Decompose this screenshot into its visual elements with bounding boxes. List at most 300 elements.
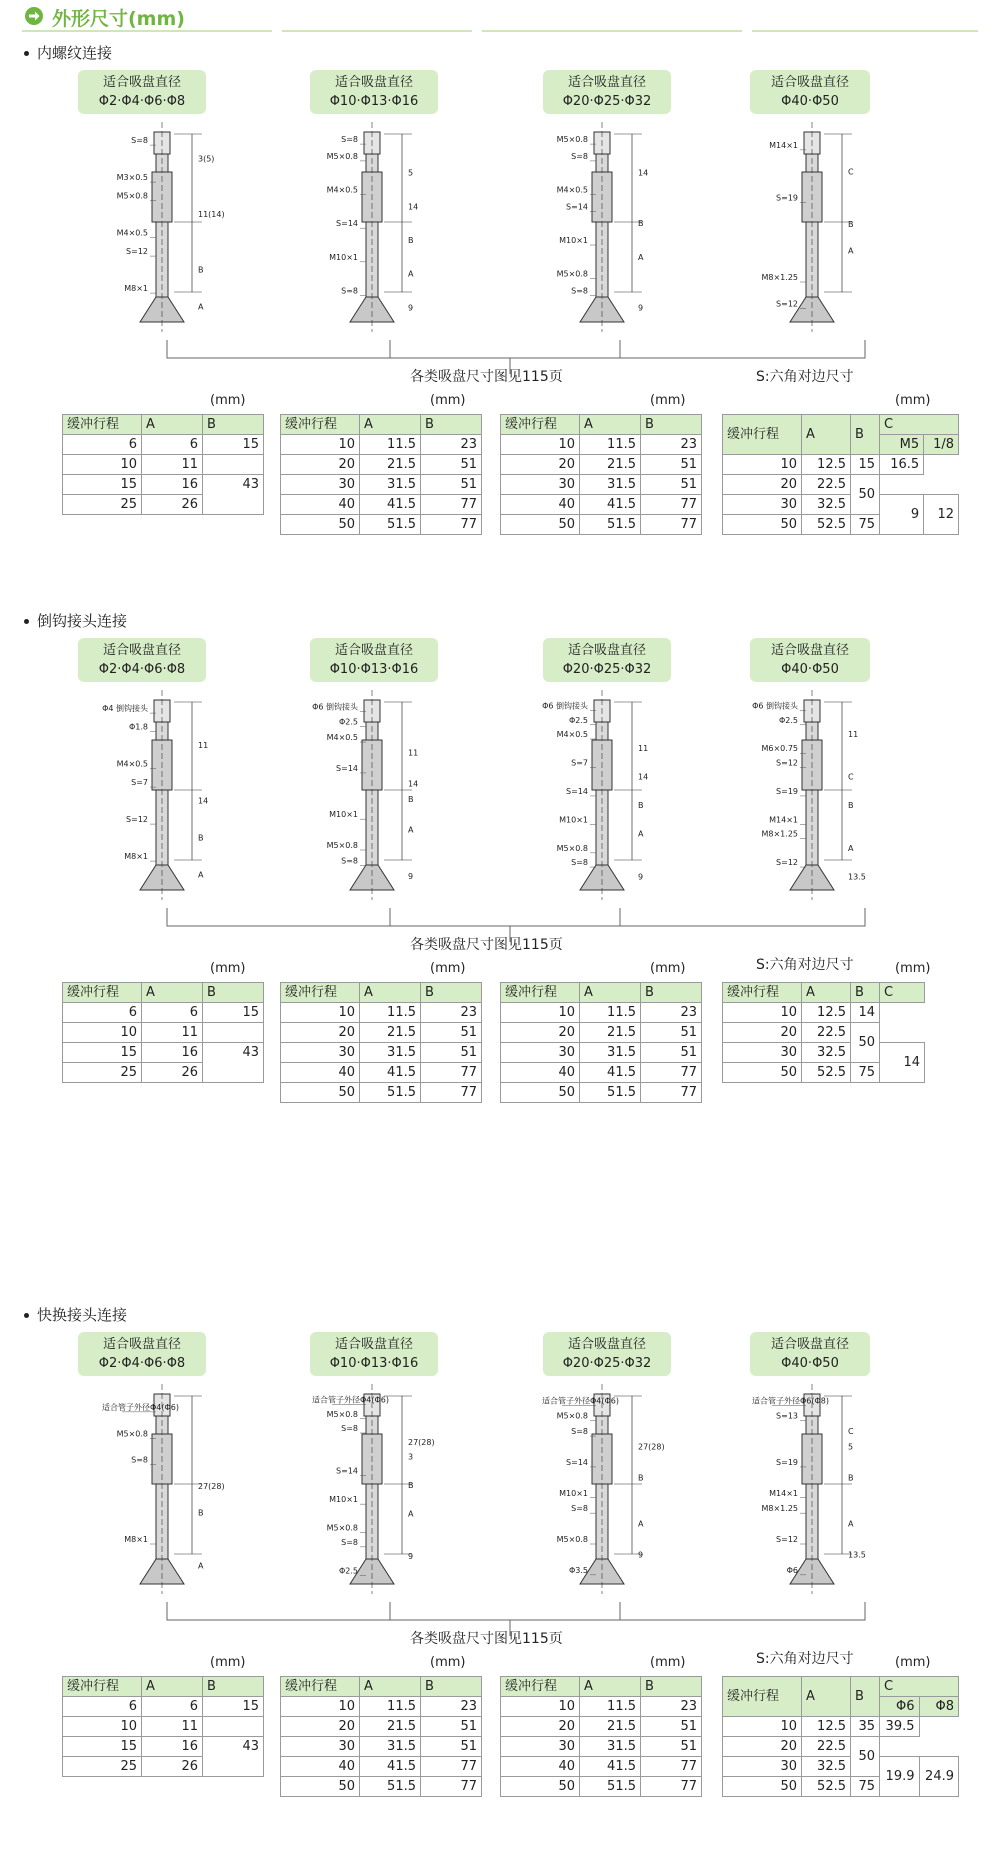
dimension-label: Φ2.5: [778, 715, 798, 725]
table-header: B: [641, 1677, 702, 1697]
table-cell: 20: [501, 1023, 580, 1043]
table-header: A: [580, 415, 641, 435]
table-cell: 32.5: [802, 1757, 851, 1777]
dimension-label: M10×1: [329, 810, 358, 820]
table-header: 缓冲行程: [723, 1677, 802, 1717]
table-cell: 20: [281, 1717, 360, 1737]
dimension-label: S=19: [776, 193, 798, 203]
dimension-label: Φ6 倒钩接头: [542, 701, 588, 711]
table-header: B: [641, 983, 702, 1003]
table-cell: 75: [851, 515, 880, 535]
dimension-label: B: [848, 220, 854, 230]
table-cell: 51: [421, 1043, 482, 1063]
pill-label: 适合吸盘直径: [770, 75, 849, 90]
table-cell: 25: [63, 495, 142, 515]
header-divider: [752, 30, 978, 32]
suction-size-pill: [310, 1332, 438, 1376]
table-cell: 50: [851, 1023, 880, 1063]
table-cell: 50: [851, 475, 880, 515]
table-cell: 51: [421, 475, 482, 495]
table-cell: 10: [63, 1717, 142, 1737]
table-cell: 30: [281, 1737, 360, 1757]
table-cell: 31.5: [360, 1043, 421, 1063]
table-cell: [203, 1717, 264, 1737]
table-cell: 26: [142, 1757, 203, 1777]
dimension-label: 14: [638, 772, 649, 782]
dimension-label: 9: [638, 303, 644, 313]
table-row: [501, 1697, 702, 1717]
dimension-label: B: [638, 1473, 644, 1483]
pill-label: 适合吸盘直径: [102, 75, 181, 90]
table-cell: 22.5: [802, 1737, 851, 1757]
header-divider: [282, 30, 472, 32]
table-cell: 30: [281, 1043, 360, 1063]
table-cell: 50: [723, 1777, 802, 1797]
dimension-label: M5×0.8: [556, 843, 588, 853]
table-cell: 21.5: [580, 455, 641, 475]
table-header: 缓冲行程: [501, 415, 580, 435]
dimension-label: M8×1.25: [761, 1504, 798, 1514]
hex-note: S:六角对边尺寸: [756, 957, 854, 973]
table-cell: 77: [421, 1083, 482, 1103]
table-row: [281, 1063, 482, 1083]
table-cell: 77: [641, 1757, 702, 1777]
dimension-label: M5×0.8: [116, 191, 148, 201]
table-header: 缓冲行程: [723, 983, 802, 1003]
table-header: A: [142, 415, 203, 435]
dimension-label: B: [408, 236, 414, 245]
table-cell: 12.5: [802, 1717, 851, 1737]
pill-sizes: Φ2·Φ4·Φ6·Φ8: [98, 94, 186, 109]
dimension-label: M8×1: [124, 284, 148, 294]
pill-sizes: Φ40·Φ50: [781, 662, 839, 677]
dimension-table-2: [280, 982, 482, 1103]
pill-sizes: Φ20·Φ25·Φ32: [562, 94, 652, 109]
table-row: [63, 1697, 264, 1717]
dimension-label: A: [198, 870, 204, 880]
dimension-label: M8×1: [124, 1535, 148, 1544]
table-cell: 43: [203, 475, 264, 515]
dimension-label: Φ6: [786, 1565, 798, 1575]
table-cell: 10: [281, 1003, 360, 1023]
table-cell: 50: [281, 1083, 360, 1103]
table-cell: 31.5: [580, 1737, 641, 1757]
dimension-label: 27(28): [638, 1442, 665, 1452]
dimension-label: 13.5: [848, 872, 866, 882]
table-row: [501, 435, 702, 455]
table-cell: 50: [723, 515, 802, 535]
table-row: [501, 1043, 702, 1063]
dimension-label: Φ6 倒钩接头: [752, 701, 798, 711]
table-cell: 51: [641, 1737, 702, 1757]
table-cell: 12.5: [802, 455, 851, 475]
table-cell: 30: [501, 1043, 580, 1063]
table-cell: 50: [281, 515, 360, 535]
table-header: B: [203, 983, 264, 1003]
table-cell: 30: [723, 1043, 802, 1063]
pill-label: 适合吸盘直径: [770, 643, 849, 658]
dimension-label: A: [638, 252, 644, 262]
table-header: A: [142, 1677, 203, 1697]
page-reference-caption: 各类吸盘尺寸图见115页: [410, 937, 563, 953]
table-cell: 6: [63, 435, 142, 455]
table-cell: 22.5: [802, 475, 851, 495]
table-cell: 16: [142, 1043, 203, 1063]
dimension-label: Φ6 倒钩接头: [312, 702, 358, 712]
fitting-drawing: [750, 1374, 950, 1604]
suction-size-pill: [310, 70, 438, 114]
dimension-label: A: [848, 843, 854, 853]
table-cell: 20: [281, 455, 360, 475]
arrow-circle-icon: [24, 6, 44, 26]
table-header: 缓冲行程: [63, 415, 142, 435]
table-cell: 50: [281, 1777, 360, 1797]
unit-label: (mm): [650, 393, 686, 408]
table-header: A: [360, 1677, 421, 1697]
dimension-label: S=19: [776, 786, 798, 796]
dimension-label: 3(5): [198, 154, 215, 164]
table-cell: 52.5: [802, 1063, 851, 1083]
table-cell: [203, 455, 264, 475]
table-cell: 10: [723, 1717, 802, 1737]
pill-label: 适合吸盘直径: [334, 1337, 413, 1352]
table-cell: 50: [851, 1737, 880, 1777]
suction-size-pill: [750, 638, 870, 682]
table-cell: 6: [142, 1003, 203, 1023]
dimension-table-1: [62, 1676, 264, 1777]
unit-label: (mm): [895, 961, 931, 976]
table-cell: 24.9: [919, 1757, 959, 1797]
dimension-label: S=7: [131, 778, 148, 788]
table-row: [501, 1717, 702, 1737]
table-cell: 20: [723, 1737, 802, 1757]
table-row: [723, 1003, 925, 1023]
dimension-label: M10×1: [559, 236, 588, 245]
table-cell: 77: [421, 515, 482, 535]
dimension-label: 9: [408, 303, 414, 313]
pill-label: 适合吸盘直径: [334, 75, 413, 90]
table-cell: 21.5: [360, 455, 421, 475]
table-cell: 11.5: [580, 1003, 641, 1023]
unit-label: (mm): [210, 393, 246, 408]
dimension-label: B: [408, 794, 414, 804]
dimension-label: Φ4 倒钩接头: [102, 704, 148, 714]
table-cell: 51.5: [580, 1083, 641, 1103]
table-cell: 23: [421, 1003, 482, 1023]
table-cell: 14: [851, 1003, 880, 1023]
table-row: [281, 1717, 482, 1737]
table-cell: 23: [641, 1697, 702, 1717]
table-cell: 10: [501, 1003, 580, 1023]
dimension-label: M3×0.5: [116, 173, 148, 183]
table-row: [501, 1003, 702, 1023]
table-row: [281, 1043, 482, 1063]
dimension-label: S=8: [341, 135, 358, 145]
table-cell: 51: [641, 455, 702, 475]
table-cell: 52.5: [802, 1777, 851, 1797]
table-cell: 32.5: [802, 495, 851, 515]
suction-size-pill: [78, 70, 206, 114]
table-row: [63, 475, 264, 495]
dimension-label: 9: [408, 1552, 414, 1562]
table-header: B: [421, 415, 482, 435]
table-header: B: [641, 415, 702, 435]
table-cell: 77: [421, 1777, 482, 1797]
table-cell: 10: [501, 435, 580, 455]
table-row: [501, 455, 702, 475]
table-cell: 11: [142, 1717, 203, 1737]
dimension-table-3: [500, 414, 702, 535]
table-header: 缓冲行程: [723, 415, 802, 455]
table-cell: 15: [203, 1697, 264, 1717]
table-cell: 12: [924, 495, 959, 535]
dimension-label: A: [198, 302, 204, 312]
dimension-table-3: [500, 982, 702, 1103]
table-cell: 51: [421, 1737, 482, 1757]
table-row: [63, 1717, 264, 1737]
table-cell: 77: [421, 495, 482, 515]
dimension-label: A: [848, 246, 854, 256]
table-cell: 10: [281, 435, 360, 455]
pill-sizes: Φ2·Φ4·Φ6·Φ8: [98, 662, 186, 677]
table-row: [63, 1023, 264, 1043]
dimension-label: M8×1.25: [761, 829, 798, 839]
table-header: 缓冲行程: [281, 1677, 360, 1697]
table-header: B: [851, 415, 880, 455]
pill-sizes: Φ10·Φ13·Φ16: [329, 1356, 419, 1371]
header-divider: [22, 30, 272, 32]
suction-size-pill: [750, 70, 870, 114]
table-cell: 11.5: [580, 1697, 641, 1717]
fitting-drawing: [750, 680, 950, 910]
dimension-label: M14×1: [769, 815, 798, 825]
dimension-label: S=12: [126, 247, 148, 257]
dimension-label: S=8: [571, 858, 588, 868]
dimension-label: M4×0.5: [326, 185, 358, 195]
dimension-label: M5×0.8: [116, 1429, 148, 1439]
suction-size-pill: [78, 1332, 206, 1376]
dimension-label: 14: [408, 779, 419, 789]
dimension-label: 13.5: [848, 1550, 866, 1560]
dimension-label: S=19: [776, 1457, 798, 1467]
table-row: [501, 1063, 702, 1083]
table-cell: 43: [203, 1043, 264, 1083]
dimension-label: A: [638, 829, 644, 839]
table-header: 缓冲行程: [281, 415, 360, 435]
table-row: [281, 1777, 482, 1797]
dimension-label: M4×0.5: [116, 228, 148, 238]
table-cell: 11: [142, 455, 203, 475]
table-header: A: [802, 415, 851, 455]
dimension-label: S=14: [336, 219, 358, 229]
table-header: B: [203, 415, 264, 435]
table-cell: 40: [281, 1757, 360, 1777]
table-cell: 41.5: [360, 1063, 421, 1083]
table-cell: 43: [203, 1737, 264, 1777]
dimension-table-1: [62, 982, 264, 1083]
table-row: [281, 1697, 482, 1717]
dimension-label: M5×0.8: [326, 1409, 358, 1419]
table-cell: 41.5: [580, 1757, 641, 1777]
table-header: 缓冲行程: [63, 1677, 142, 1697]
dimension-label: B: [638, 219, 644, 229]
dimension-label: M14×1: [769, 140, 798, 150]
table-cell: 22.5: [802, 1023, 851, 1043]
dimension-label: M4×0.5: [326, 733, 358, 743]
dimension-label: 9: [638, 1550, 644, 1560]
dimension-label: S=8: [131, 136, 148, 146]
pill-sizes: Φ10·Φ13·Φ16: [329, 662, 419, 677]
table-cell: 21.5: [580, 1717, 641, 1737]
table-cell: 77: [421, 1063, 482, 1083]
table-cell: [203, 1023, 264, 1043]
table-cell: 23: [641, 435, 702, 455]
table-row: [501, 1737, 702, 1757]
section-title: [24, 1304, 127, 1325]
table-cell: 51: [421, 455, 482, 475]
dimension-label: 11: [408, 748, 419, 758]
unit-label: (mm): [895, 393, 931, 408]
table-row: [281, 435, 482, 455]
table-cell: 51: [421, 1717, 482, 1737]
table-cell: 20: [501, 1717, 580, 1737]
table-row: [723, 1757, 959, 1777]
table-header: C: [880, 415, 959, 435]
dimension-label: M4×0.5: [116, 759, 148, 769]
table-cell: 30: [723, 1757, 802, 1777]
dimension-label: S=14: [566, 786, 588, 796]
table-row: [723, 1023, 925, 1043]
table-cell: 40: [281, 1063, 360, 1083]
table-cell: 15: [63, 475, 142, 495]
dimension-label: S=8: [571, 1504, 588, 1514]
table-cell: 52.5: [802, 515, 851, 535]
dimension-label: S=12: [776, 299, 798, 309]
table-row: [281, 475, 482, 495]
table-cell: 10: [501, 1697, 580, 1717]
table-cell: 35: [851, 1717, 880, 1737]
fitting-drawing: [100, 112, 300, 342]
table-cell: 20: [723, 1023, 802, 1043]
dimension-label: 27(28): [198, 1482, 225, 1492]
dimension-label: 11: [198, 741, 209, 751]
table-cell: 11.5: [360, 1697, 421, 1717]
table-cell: 11.5: [360, 1003, 421, 1023]
table-cell: 16: [142, 475, 203, 495]
dimension-label: M10×1: [559, 815, 588, 825]
table-cell: 10: [723, 455, 802, 475]
table-cell: 19.9: [880, 1757, 920, 1797]
dimension-label: 14: [638, 168, 649, 178]
dimension-label: 11(14): [198, 210, 225, 220]
dimension-table-2: [280, 414, 482, 535]
table-header: 缓冲行程: [501, 983, 580, 1003]
dimension-label: S=14: [336, 1466, 358, 1476]
table-cell: 77: [641, 495, 702, 515]
table-cell: 51.5: [580, 1777, 641, 1797]
dimension-table-c: [722, 1676, 959, 1797]
dimension-label: B: [198, 265, 204, 275]
table-cell: 26: [142, 1063, 203, 1083]
table-cell: 50: [501, 515, 580, 535]
table-row: [281, 1737, 482, 1757]
table-cell: 10: [63, 1023, 142, 1043]
dimension-label: M5×0.8: [556, 1535, 588, 1544]
dimension-label: S=14: [336, 763, 358, 773]
table-cell: 15: [851, 455, 880, 475]
section-title-text: 快换接头连接: [37, 1306, 128, 1324]
unit-label: (mm): [650, 1655, 686, 1670]
table-cell: 32.5: [802, 1043, 851, 1063]
pill-label: 适合吸盘直径: [567, 643, 646, 658]
dimension-label: B: [848, 801, 854, 811]
section-title-text: 倒钩接头连接: [37, 612, 128, 630]
table-header: 缓冲行程: [281, 983, 360, 1003]
pill-label: 适合吸盘直径: [102, 643, 181, 658]
suction-size-pill: [543, 638, 671, 682]
unit-label: (mm): [210, 961, 246, 976]
dimension-label: S=8: [341, 1424, 358, 1433]
table-row: [501, 515, 702, 535]
dimension-label: B: [198, 833, 204, 843]
dimension-label: M5×0.8: [556, 135, 588, 145]
dimension-label: B: [638, 801, 644, 811]
dimension-label: 11: [638, 744, 649, 754]
table-cell: 41.5: [580, 1063, 641, 1083]
bullet-icon: [24, 51, 29, 56]
table-cell: 51.5: [360, 1083, 421, 1103]
dimension-label: B: [848, 1473, 854, 1483]
table-cell: 77: [641, 1777, 702, 1797]
table-row: [63, 435, 264, 455]
dimension-label: Φ3.5: [568, 1565, 588, 1575]
dimension-label: B: [408, 1480, 414, 1490]
table-cell: 23: [421, 1697, 482, 1717]
dimension-label: S=7: [571, 758, 588, 768]
table-cell: 75: [851, 1063, 880, 1083]
table-header: B: [203, 1677, 264, 1697]
table-cell: 31.5: [360, 475, 421, 495]
pill-sizes: Φ20·Φ25·Φ32: [562, 1356, 652, 1371]
dimension-label: C: [848, 1427, 854, 1437]
table-cell: 16.5: [880, 455, 924, 475]
pill-sizes: Φ20·Φ25·Φ32: [562, 662, 652, 677]
unit-label: (mm): [210, 1655, 246, 1670]
dimension-label: Φ2.5: [568, 715, 588, 725]
dimension-label: S=8: [341, 856, 358, 866]
section-title: [24, 610, 127, 631]
table-cell: 77: [641, 1063, 702, 1083]
dimension-label: M8×1.25: [761, 273, 798, 282]
table-cell: 77: [421, 1757, 482, 1777]
table-cell: 6: [63, 1697, 142, 1717]
fitting-drawing: [310, 680, 510, 910]
fitting-drawing: [310, 112, 510, 342]
table-row: [281, 1023, 482, 1043]
table-cell: 10: [63, 455, 142, 475]
hex-note: S:六角对边尺寸: [756, 1651, 854, 1667]
table-cell: 6: [63, 1003, 142, 1023]
pill-label: 适合吸盘直径: [102, 1337, 181, 1352]
dimension-label: 9: [638, 872, 644, 882]
table-header: 1/8: [924, 435, 959, 455]
table-cell: 77: [641, 1083, 702, 1103]
dimension-label: S=8: [571, 1427, 588, 1437]
table-cell: 39.5: [880, 1717, 920, 1737]
table-cell: 14: [880, 1043, 925, 1083]
dimension-label: C: [848, 772, 854, 782]
table-cell: 77: [641, 515, 702, 535]
